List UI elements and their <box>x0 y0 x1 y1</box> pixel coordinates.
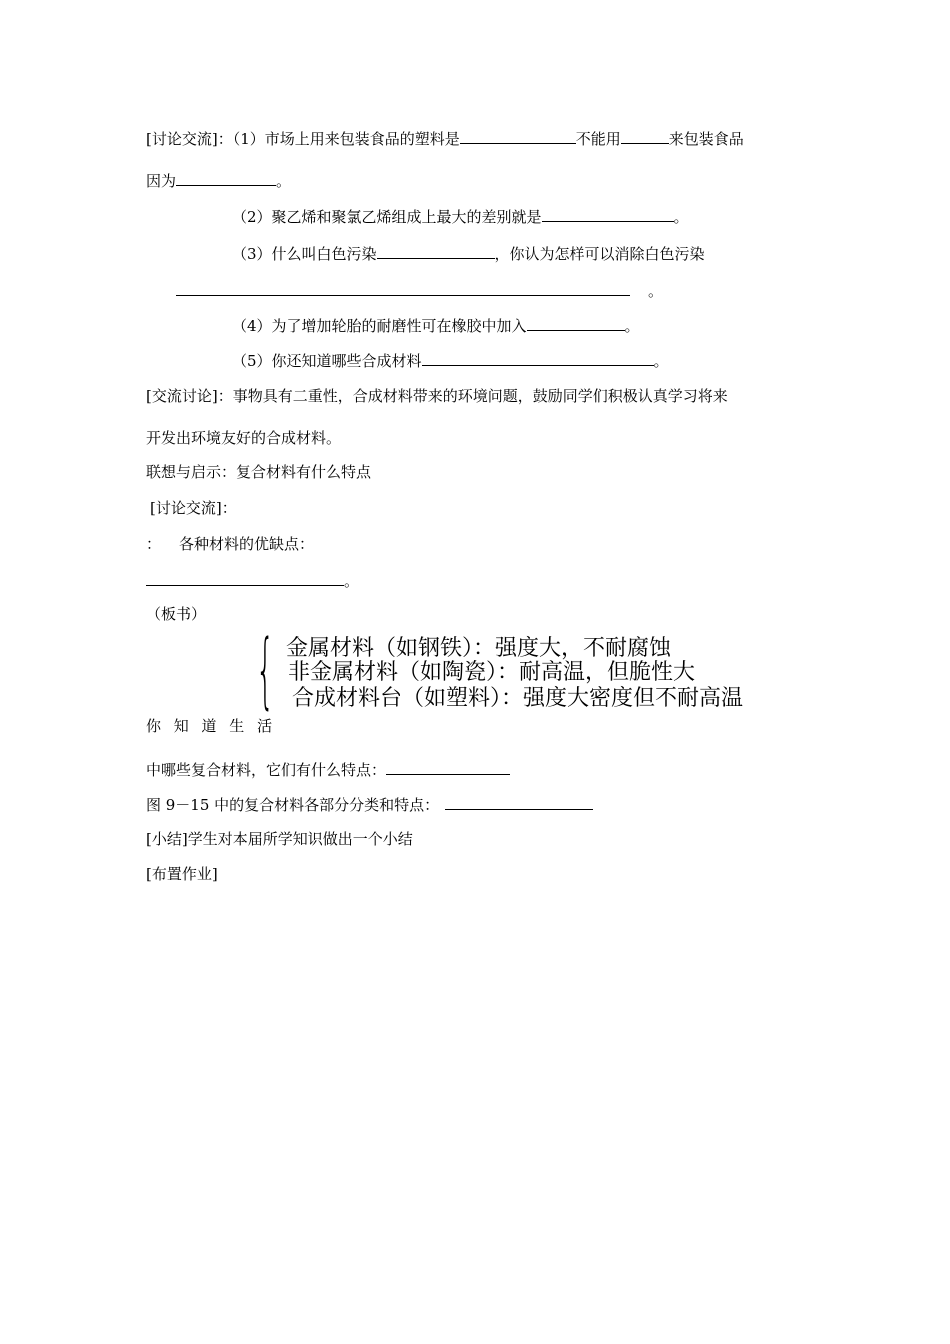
q3-text-a: （3）什么叫白色污染 <box>232 245 377 263</box>
discussion-q1-line <box>146 128 744 149</box>
exchange-discussion-continuation: 开发出环境友好的合成材料。 <box>146 429 342 447</box>
q1-blank-2[interactable] <box>621 128 669 144</box>
q3-continuation <box>176 280 663 301</box>
q5-text-a: （5）你还知道哪些合成材料 <box>232 352 422 370</box>
life-question-text: 中哪些复合材料，它们有什么特点 <box>146 761 372 779</box>
board-line-synthetic: 合成材料台（如塑料）：强度大密度但不耐高温 <box>292 686 744 711</box>
figure-question-text: 图 9－15 中的复合材料各部分分类和特点： <box>146 796 440 814</box>
q3-line <box>232 243 705 264</box>
life-question-line-1: 你 知 道 生 活 <box>146 717 277 735</box>
q3-blank-1[interactable] <box>377 243 495 259</box>
figure-question-line <box>146 794 593 815</box>
q1-text-d: 因为 <box>146 172 177 190</box>
life-question-colon: ： <box>371 761 387 779</box>
q1-continuation <box>146 170 291 191</box>
q5-line <box>232 350 669 371</box>
figure-question-blank[interactable] <box>445 794 593 810</box>
q2-text-a: （2）聚乙烯和聚氯乙烯组成上最大的差别就是 <box>232 208 542 226</box>
advantages-colon: ： <box>146 535 162 553</box>
advantages-period: 。 <box>344 572 360 590</box>
q1-text-c: 来包装食品 <box>668 130 744 148</box>
brace-icon: { <box>256 623 275 718</box>
q1-text-a: [讨论交流]：（1）市场上用来包装食品的塑料是 <box>146 130 460 148</box>
q2-text-b: 。 <box>673 208 689 226</box>
association-heading: 联想与启示：复合材料有什么特点 <box>146 463 372 481</box>
advantages-line <box>146 534 314 554</box>
q4-text-b: 。 <box>624 317 640 335</box>
life-question-blank[interactable] <box>386 759 510 775</box>
q1-text-b: 不能用 <box>575 130 621 148</box>
homework-line: [布置作业] <box>146 865 218 883</box>
q2-line <box>232 206 689 227</box>
q5-blank[interactable] <box>422 350 654 366</box>
q1-text-e: 。 <box>276 172 292 190</box>
advantages-blank[interactable] <box>146 570 344 586</box>
board-line-nonmetal: 非金属材料（如陶瓷）：耐高温，但脆性大 <box>288 660 696 685</box>
q4-line <box>232 315 640 336</box>
advantages-answer-line <box>146 570 359 591</box>
q4-blank[interactable] <box>527 315 625 331</box>
q2-blank[interactable] <box>542 206 674 222</box>
q1-blank-1[interactable] <box>460 128 576 144</box>
q3-blank-2[interactable] <box>176 280 630 296</box>
q3-text-b: ，你认为怎样可以消除白色污染 <box>494 245 705 263</box>
q5-text-b: 。 <box>653 352 669 370</box>
advantages-text: 各种材料的优缺点： <box>179 535 315 553</box>
exchange-discussion-paragraph: [交流讨论]：事物具有二重性，合成材料带来的环境问题，鼓励同学们积极认真学习将来 <box>146 387 728 405</box>
q4-text-a: （4）为了增加轮胎的耐磨性可在橡胶中加入 <box>232 317 527 335</box>
q1-blank-3[interactable] <box>176 170 276 186</box>
blackboard-writing <box>256 623 816 718</box>
discussion-heading-2: [讨论交流]： <box>150 499 237 517</box>
life-question-line-2 <box>146 759 510 780</box>
summary-line: [小结]学生对本届所学知识做出一个小结 <box>146 830 413 848</box>
board-line-metal: 金属材料（如钢铁）：强度大，不耐腐蚀 <box>286 636 672 661</box>
q3-text-c: 。 <box>648 282 664 300</box>
blackboard-label: （板书） <box>146 605 207 623</box>
